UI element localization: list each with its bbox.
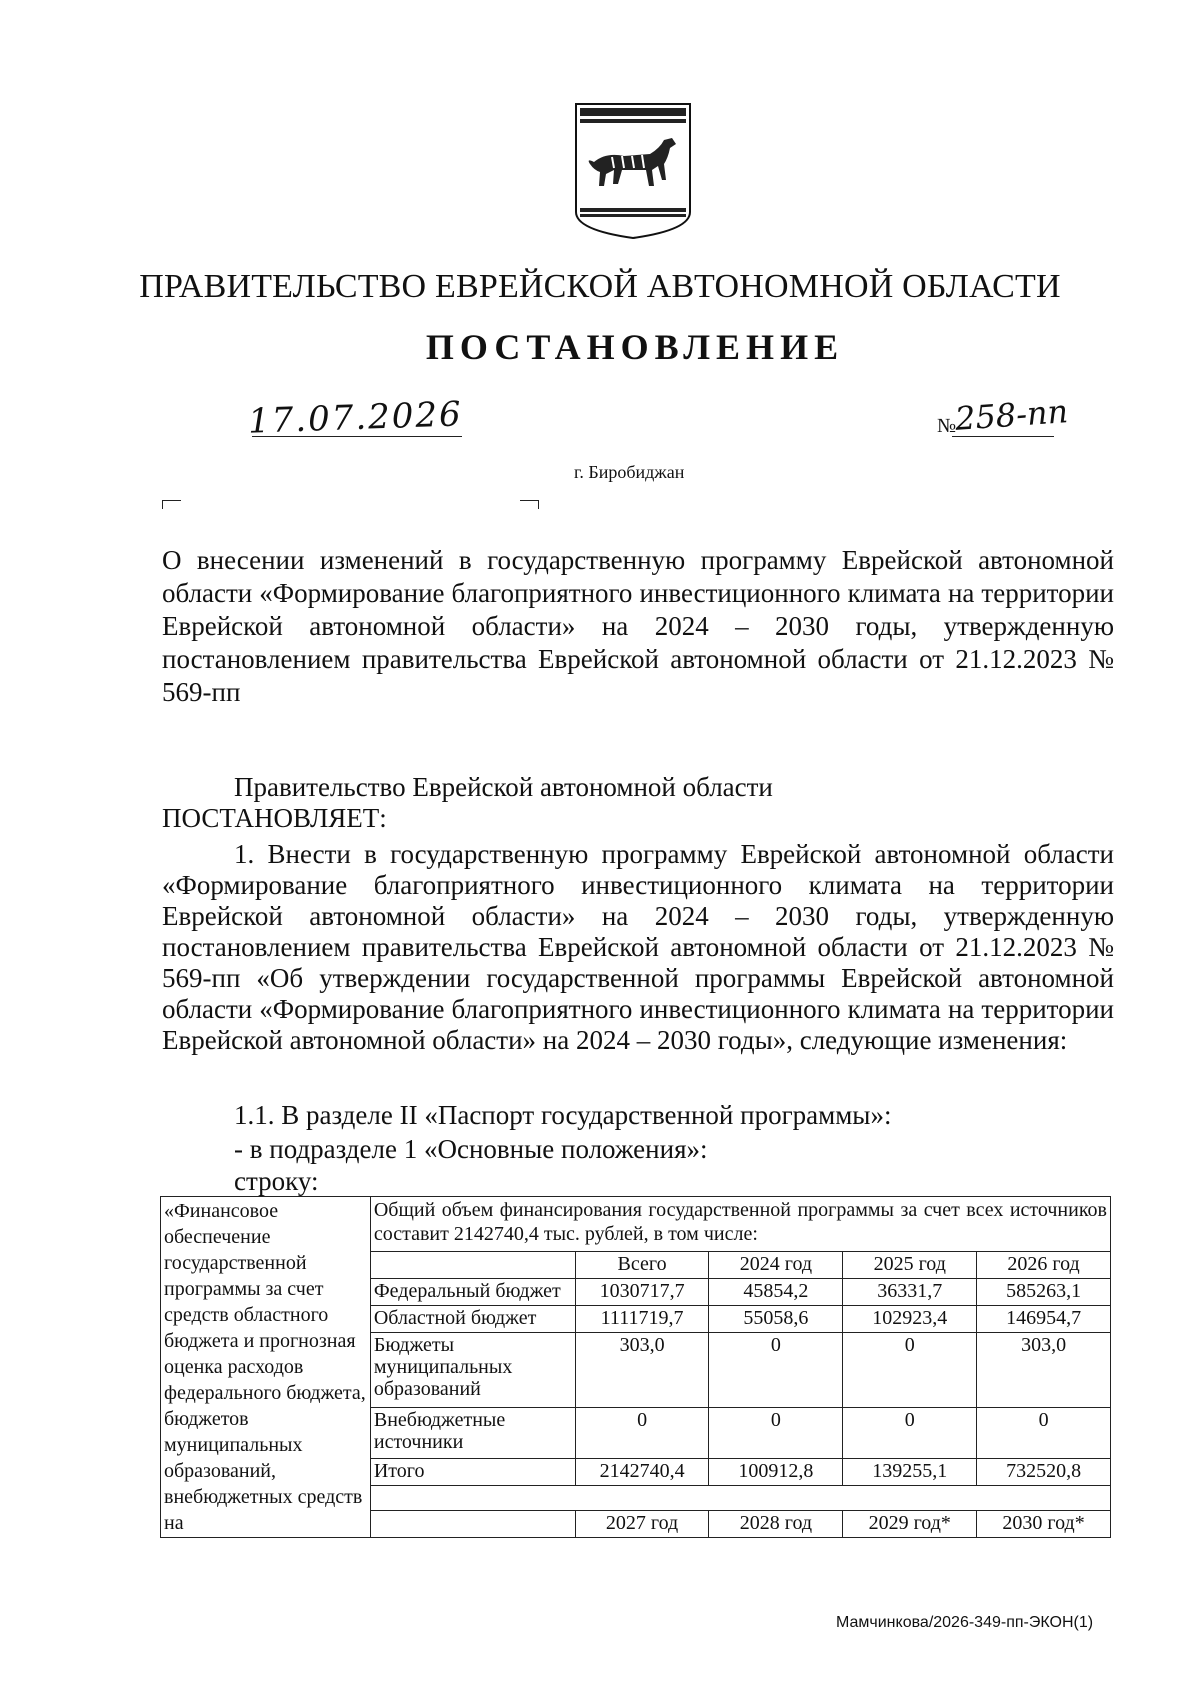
table-cell: 36331,7 [843,1279,977,1306]
right-corner-mark [520,500,539,509]
table-cell: 146954,7 [977,1306,1111,1333]
table-row [161,1197,1111,1252]
coat-of-arms-emblem [572,100,694,240]
table-header-cell: 2026 год [977,1252,1111,1279]
item-1-1-paragraph: 1.1. В разделе II «Паспорт государственной программы»: [234,1100,892,1130]
document-subject: О внесении изменений в государственную программу Еврейской автономной области «Формирование благоприятного инвестиционного климата на территории Еврейской автономной области» на 2024 – 2030 годы, утвержденную постановлением правительства Еврейской автономной области от 21.12.2023 № 569-пп [162,545,1114,707]
document-type-title: ПОСТАНОВЛЕНИЕ [425,327,845,367]
table-header-cell: 2029 год* [843,1510,977,1537]
table-cell: 0 [977,1407,1111,1458]
table-cell: 0 [575,1407,709,1458]
handwritten-date: 17.07.2026 [247,394,464,442]
subsection-paragraph: - в подразделе 1 «Основные положения»: [234,1134,708,1164]
table-cell: 1111719,7 [575,1306,709,1333]
row-word: строку: [234,1166,319,1196]
decree-word: ПОСТАНОВЛЯЕТ: [162,803,387,833]
empty-spacer-cell [370,1485,1110,1510]
table-cell: 100912,8 [709,1458,843,1485]
table-cell: 2142740,4 [575,1458,709,1485]
government-title: ПРАВИТЕЛЬСТВО ЕВРЕЙСКОЙ АВТОНОМНОЙ ОБЛАСТИ [139,268,1061,305]
left-corner-mark [162,500,181,509]
table-header-cell: 2024 год [709,1252,843,1279]
funding-left-label: «Финансовое обеспечение государственной программы за счет средств областного бюджета и прогнозная оценка расходов федерального бюджета, бюджетов муниципальных образований, внебюджетных средств на [161,1197,371,1538]
date-underline [252,436,462,437]
table-cell: 0 [843,1333,977,1408]
number-sign: № [937,415,957,437]
table-cell: 55058,6 [709,1306,843,1333]
table-cell: 303,0 [575,1333,709,1408]
intro-paragraph: Правительство Еврейской автономной области [234,772,773,802]
item-1-paragraph: 1. Внести в государственную программу Еврейской автономной области «Формирование благоприятного инвестиционного климата на территории Еврейской автономной области» на 2024 – 2030 годы, утвержденную постановлением правительства Еврейской автономной области от 21.12.2023 № 569-пп «Об утверждении государственной программы Еврейской автономной области «Формирование благоприятного инвестиционного климата на территории Еврейской автономной области» на 2024 – 2030 годы», следующие изменения: [162,839,1114,1055]
table-cell: 102923,4 [843,1306,977,1333]
table-cell: 303,0 [977,1333,1111,1408]
table-cell: 585263,1 [977,1279,1111,1306]
row-label: Бюджеты муниципальных образований [370,1333,575,1408]
row-label: Федеральный бюджет [370,1279,575,1306]
table-header-cell: Всего [575,1252,709,1279]
header-empty-cell [370,1510,575,1537]
row-label: Внебюджетные источники [370,1407,575,1458]
row-label: Итого [370,1458,575,1485]
table-cell: 1030717,7 [575,1279,709,1306]
table-header-cell: 2028 год [709,1510,843,1537]
table-cell: 45854,2 [709,1279,843,1306]
handwritten-number: 258-пп [953,392,1070,438]
funding-description: Общий объем финансирования государственной программы за счет всех источников составит 2142740,4 тыс. рублей, в том числе: [370,1197,1110,1252]
table-cell: 0 [843,1407,977,1458]
table-cell: 0 [709,1407,843,1458]
table-header-cell: 2030 год* [977,1510,1111,1537]
city-label: г. Биробиджан [574,462,685,482]
table-cell: 139255,1 [843,1458,977,1485]
document-footer-code: Мамчинкова/2026-349-пп-ЭКОН(1) [836,1614,1094,1631]
number-underline [952,436,1054,437]
financing-table [160,1196,1111,1538]
table-cell: 0 [709,1333,843,1408]
row-label: Областной бюджет [370,1306,575,1333]
header-empty-cell [370,1252,575,1279]
table-header-cell: 2025 год [843,1252,977,1279]
table-cell: 732520,8 [977,1458,1111,1485]
table-header-cell: 2027 год [575,1510,709,1537]
